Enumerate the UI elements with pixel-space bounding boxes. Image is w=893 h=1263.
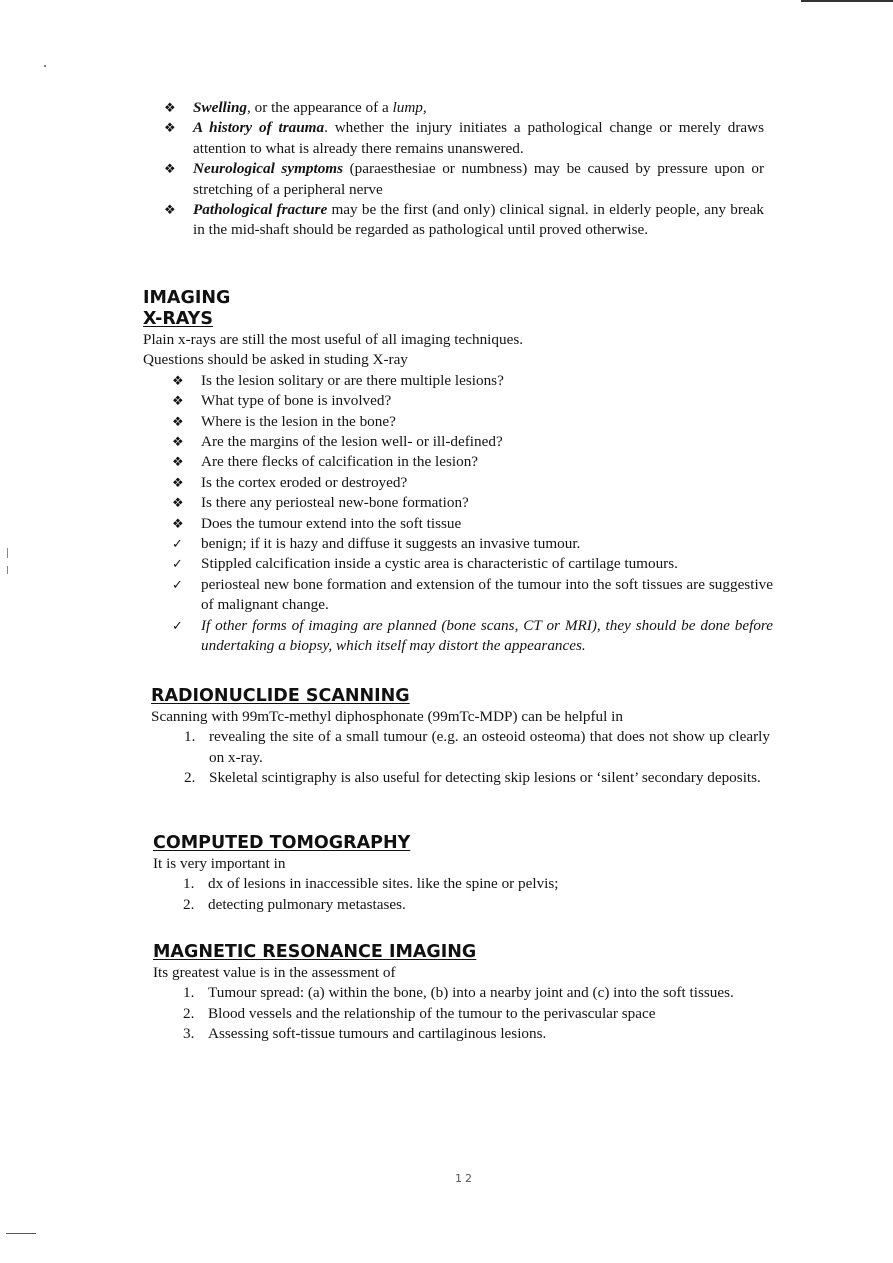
list-item: [164, 159, 764, 200]
bullet-text: may be the first (and only) clinical signal. in elderly people, any break in the mid-shaft should be regarded as pathological until proved otherwise.: [193, 201, 765, 239]
diamond-bullet-icon: ❖: [172, 413, 184, 429]
xrays-questions-intro: Questions should be asked in studing X-ray: [143, 351, 408, 369]
list-item: [183, 983, 778, 1003]
term: Pathological fracture: [193, 201, 328, 219]
item-number: 1.: [183, 875, 195, 893]
diamond-bullet-icon: ❖: [172, 515, 184, 531]
item-text: revealing the site of a small tumour (e.g. an osteoid osteoma) that does not show up clearly on x-ray.: [209, 728, 770, 766]
xray-questions-list: [172, 371, 773, 534]
finding-text: benign; if it is hazy and diffuse it suggests an invasive tumour.: [201, 535, 581, 553]
check-icon: ✓: [172, 556, 183, 572]
radionuclide-section: [151, 686, 771, 789]
intro-bullet-list: [164, 98, 764, 241]
question-text: What type of bone is involved?: [201, 392, 392, 410]
list-item: [164, 200, 764, 241]
mri-section: [153, 942, 778, 1045]
list-item: [172, 616, 773, 657]
diamond-bullet-icon: ❖: [164, 161, 176, 177]
question-text: Where is the lesion in the bone?: [201, 412, 396, 430]
diamond-bullet-icon: ❖: [172, 393, 184, 409]
bullet-text: (paraesthesiae or numbness) may be caused by pressure upon or stretching of a peripheral nerve: [193, 160, 765, 198]
list-item: [184, 727, 770, 768]
item-number: 2.: [183, 895, 195, 913]
item-text: detecting pulmonary metastases.: [208, 895, 406, 913]
question-text: Are the margins of the lesion well- or ill-defined?: [201, 433, 503, 451]
question-text: Does the tumour extend into the soft tissue: [201, 514, 462, 532]
imaging-heading: IMAGING: [143, 288, 231, 308]
question-text: Are there flecks of calcification in the lesion?: [201, 453, 479, 471]
diamond-bullet-icon: ❖: [172, 495, 184, 511]
list-item: [172, 412, 773, 432]
check-icon: ✓: [172, 617, 183, 633]
list-item: [183, 1004, 778, 1024]
page-number: 12: [455, 1172, 475, 1185]
item-text: Tumour spread: (a) within the bone, (b) into a nearby joint and (c) into the soft tissues.: [208, 984, 734, 1002]
radionuclide-heading: RADIONUCLIDE SCANNING: [151, 686, 410, 706]
item-text: Skeletal scintigraphy is also useful for detecting skip lesions or ‘silent’ secondary deposits.: [209, 769, 761, 787]
item-text: dx of lesions in inaccessible sites. like the spine or pelvis;: [208, 875, 559, 893]
ct-intro: It is very important in: [153, 855, 286, 872]
item-number: 2.: [184, 769, 196, 787]
item-text: Blood vessels and the relationship of the tumour to the perivascular space: [208, 1004, 656, 1022]
item-number: 2.: [183, 1004, 195, 1022]
diamond-bullet-icon: ❖: [172, 454, 184, 470]
list-item: [183, 1024, 778, 1044]
scan-artifact-tick: [7, 548, 8, 558]
scan-artifact-line: [6, 1233, 36, 1234]
bullet-text: ,: [422, 99, 427, 116]
list-item: [172, 575, 773, 616]
mri-list: [183, 983, 778, 1044]
scan-artifact-dot: [44, 65, 46, 67]
list-item: [172, 534, 773, 554]
item-number: 1.: [183, 984, 195, 1002]
diamond-bullet-icon: ❖: [172, 434, 184, 450]
scan-artifact-tick: [7, 566, 8, 574]
xrays-intro: Plain x-rays are still the most useful of all imaging techniques.: [143, 331, 524, 348]
check-icon: ✓: [172, 576, 183, 592]
finding-text: Stippled calcification inside a cystic area is characteristic of cartilage tumours.: [201, 555, 678, 573]
mri-heading: MAGNETIC RESONANCE IMAGING: [153, 942, 477, 962]
radionuclide-list: [184, 727, 770, 788]
imaging-section: [143, 288, 783, 657]
mri-intro: Its greatest value is in the assessment of: [153, 964, 396, 981]
bullet-text: , or the appearance of a: [247, 99, 393, 116]
list-item: [184, 768, 770, 788]
item-text: Assessing soft-tissue tumours and cartilaginous lesions.: [208, 1025, 547, 1043]
term: Swelling: [193, 99, 248, 116]
list-item: [183, 874, 769, 894]
scan-artifact-line: [801, 0, 893, 2]
list-item: [172, 452, 773, 472]
emphasis: lump: [392, 99, 423, 116]
list-item: [172, 473, 773, 493]
term: A history of trauma: [193, 119, 325, 137]
list-item: [172, 493, 773, 513]
xrays-heading: X-RAYS: [143, 309, 213, 329]
list-item: [172, 432, 773, 452]
diamond-bullet-icon: ❖: [164, 120, 176, 136]
bullet-text: . whether the injury initiates a pathological change or merely draws attention to what is already there remains unanswered.: [193, 119, 764, 157]
xray-findings-list: [172, 534, 773, 656]
list-item: [183, 895, 769, 915]
finding-text: If other forms of imaging are planned (bone scans, CT or MRI), they should be done before undertaking a biopsy, which itself may distort the appearances.: [201, 616, 773, 655]
diamond-bullet-icon: ❖: [172, 474, 184, 490]
list-item: [172, 554, 773, 574]
question-text: Is the cortex eroded or destroyed?: [201, 473, 408, 491]
radionuclide-intro: Scanning with 99mTc-methyl diphosphonate (99mTc-MDP) can be helpful in: [151, 708, 623, 725]
list-item: [172, 371, 773, 391]
item-number: 1.: [184, 728, 196, 746]
ct-heading: COMPUTED TOMOGRAPHY: [153, 833, 411, 853]
question-text: Is there any periosteal new-bone formation?: [201, 494, 469, 512]
diamond-bullet-icon: ❖: [164, 100, 176, 115]
check-icon: ✓: [172, 536, 183, 552]
question-text: Is the lesion solitary or are there multiple lesions?: [201, 371, 504, 389]
list-item: [164, 118, 764, 159]
diamond-bullet-icon: ❖: [164, 202, 176, 218]
ct-section: [153, 833, 773, 915]
item-number: 3.: [183, 1025, 195, 1043]
diamond-bullet-icon: ❖: [172, 372, 184, 388]
list-item: [172, 391, 773, 411]
term: Neurological symptoms: [193, 160, 344, 178]
ct-list: [183, 874, 769, 915]
list-item: [164, 98, 764, 118]
list-item: [172, 514, 773, 534]
finding-text: periosteal new bone formation and extension of the tumour into the soft tissues are suggestive of malignant change.: [201, 575, 773, 614]
